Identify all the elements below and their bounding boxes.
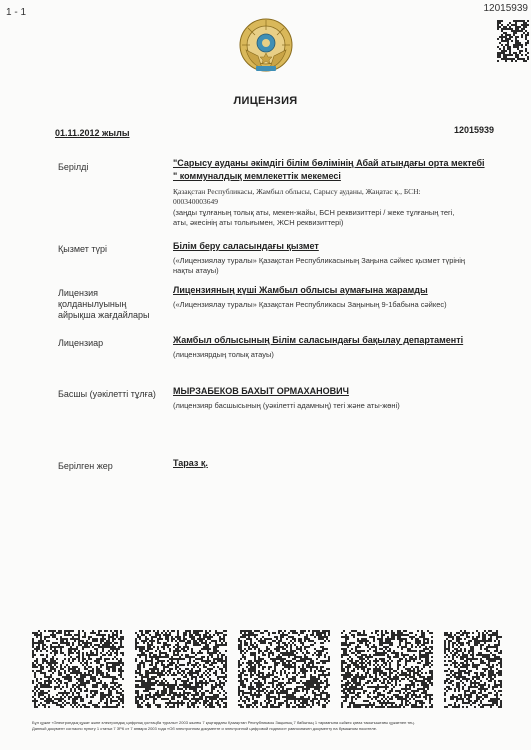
document-title: ЛИЦЕНЗИЯ — [233, 95, 298, 107]
address-line-1: Қазақстан Республикасы, Жамбыл облысы, Сарысу ауданы, Жаңатас қ., БСН: — [173, 187, 421, 196]
legal-footer-kz: Бұл құжат «Электрондық құжат және электрондық цифрлық қолтаңба туралы» 2003 жылғы 7 қаңтардағы Қазақстан Республикасы Заңының 7 бабының 1 тармағына сәйкес қағаз тасығыштағы құжатпен тең. — [32, 720, 415, 725]
issued-to-line-1: "Сарысу ауданы әкімдігі білім бөлімінің Абай атындағы орта мектебі — [173, 158, 485, 168]
special-conditions-value: Лицензияның күші Жамбыл облысы аумағына жарамды — [173, 285, 428, 295]
barcode-1-icon — [32, 630, 124, 708]
barcode-strip — [32, 630, 502, 708]
head-note: (лицензияр басшысының (уәкілетті адамның) тегі және аты-жөні) — [173, 401, 400, 410]
issue-place-value: Тараз қ. — [173, 458, 208, 468]
issued-to-note-1: (заңды тұлғаның толық аты, мекен-жайы, БСН реквизиттері / жеке тұлғаның тегі, — [173, 208, 455, 217]
special-conditions-note: («Лицензиялау туралы» Қазақстан Республикасы Заңының 9-1бабына сәйкес) — [173, 300, 447, 309]
barcode-4-icon — [341, 630, 433, 708]
document-id: 12015939 — [483, 3, 528, 14]
legal-footer — [32, 720, 502, 732]
legal-footer-ru: Данный документ согласно пункту 1 статьи 7 ЗРК от 7 января 2003 года «Об электронном документе и электронной цифровой подписи» равнозначен документу на бумажном носителе. — [32, 726, 378, 731]
activity-type-label: Қызмет түрі — [58, 244, 107, 254]
activity-type-note-2: нақты атауы) — [173, 266, 219, 275]
address-line-2: 000340003649 — [173, 197, 218, 206]
issued-to-label: Берілді — [58, 162, 89, 172]
special-conditions-label-3: айрықша жағдайлары — [58, 310, 150, 320]
activity-type-note-1: («Лицензиялау туралы» Қазақстан Республикасының Заңына сәйкес қызмет түрінің — [173, 256, 466, 265]
special-conditions-label-1: Лицензия — [58, 288, 98, 298]
licensor-label: Лицензиар — [58, 338, 104, 348]
licensor-value: Жамбыл облысының Білім саласындағы бақылау департаменті — [173, 335, 464, 345]
barcode-5-icon — [444, 630, 502, 708]
license-number: 12015939 — [454, 125, 495, 135]
barcode-2-icon — [135, 630, 227, 708]
activity-type-value: Білім беру саласындағы қызмет — [173, 241, 319, 251]
head-value: МЫРЗАБЕКОВ БАХЫТ ОРМАХАНОВИЧ — [173, 386, 349, 396]
licensor-note: (лицензиярдың толық атауы) — [173, 350, 274, 359]
state-emblem-icon — [238, 16, 294, 74]
issued-to-line-2: " коммуналдық мемлекеттік мекемесі — [173, 171, 341, 181]
issue-place-label: Берілген жер — [58, 461, 113, 471]
qr-code-icon — [497, 20, 529, 62]
issued-to-note-2: аты, әкесінің аты толығымен, ЖСН реквизиттері) — [173, 218, 344, 227]
barcode-3-icon — [238, 630, 330, 708]
head-label: Басшы (уәкілетті тұлға) — [58, 389, 156, 399]
page-counter: 1 - 1 — [6, 7, 27, 18]
issue-date: 01.11.2012 жылы — [55, 128, 130, 138]
special-conditions-label-2: қолданылуының — [58, 299, 127, 309]
